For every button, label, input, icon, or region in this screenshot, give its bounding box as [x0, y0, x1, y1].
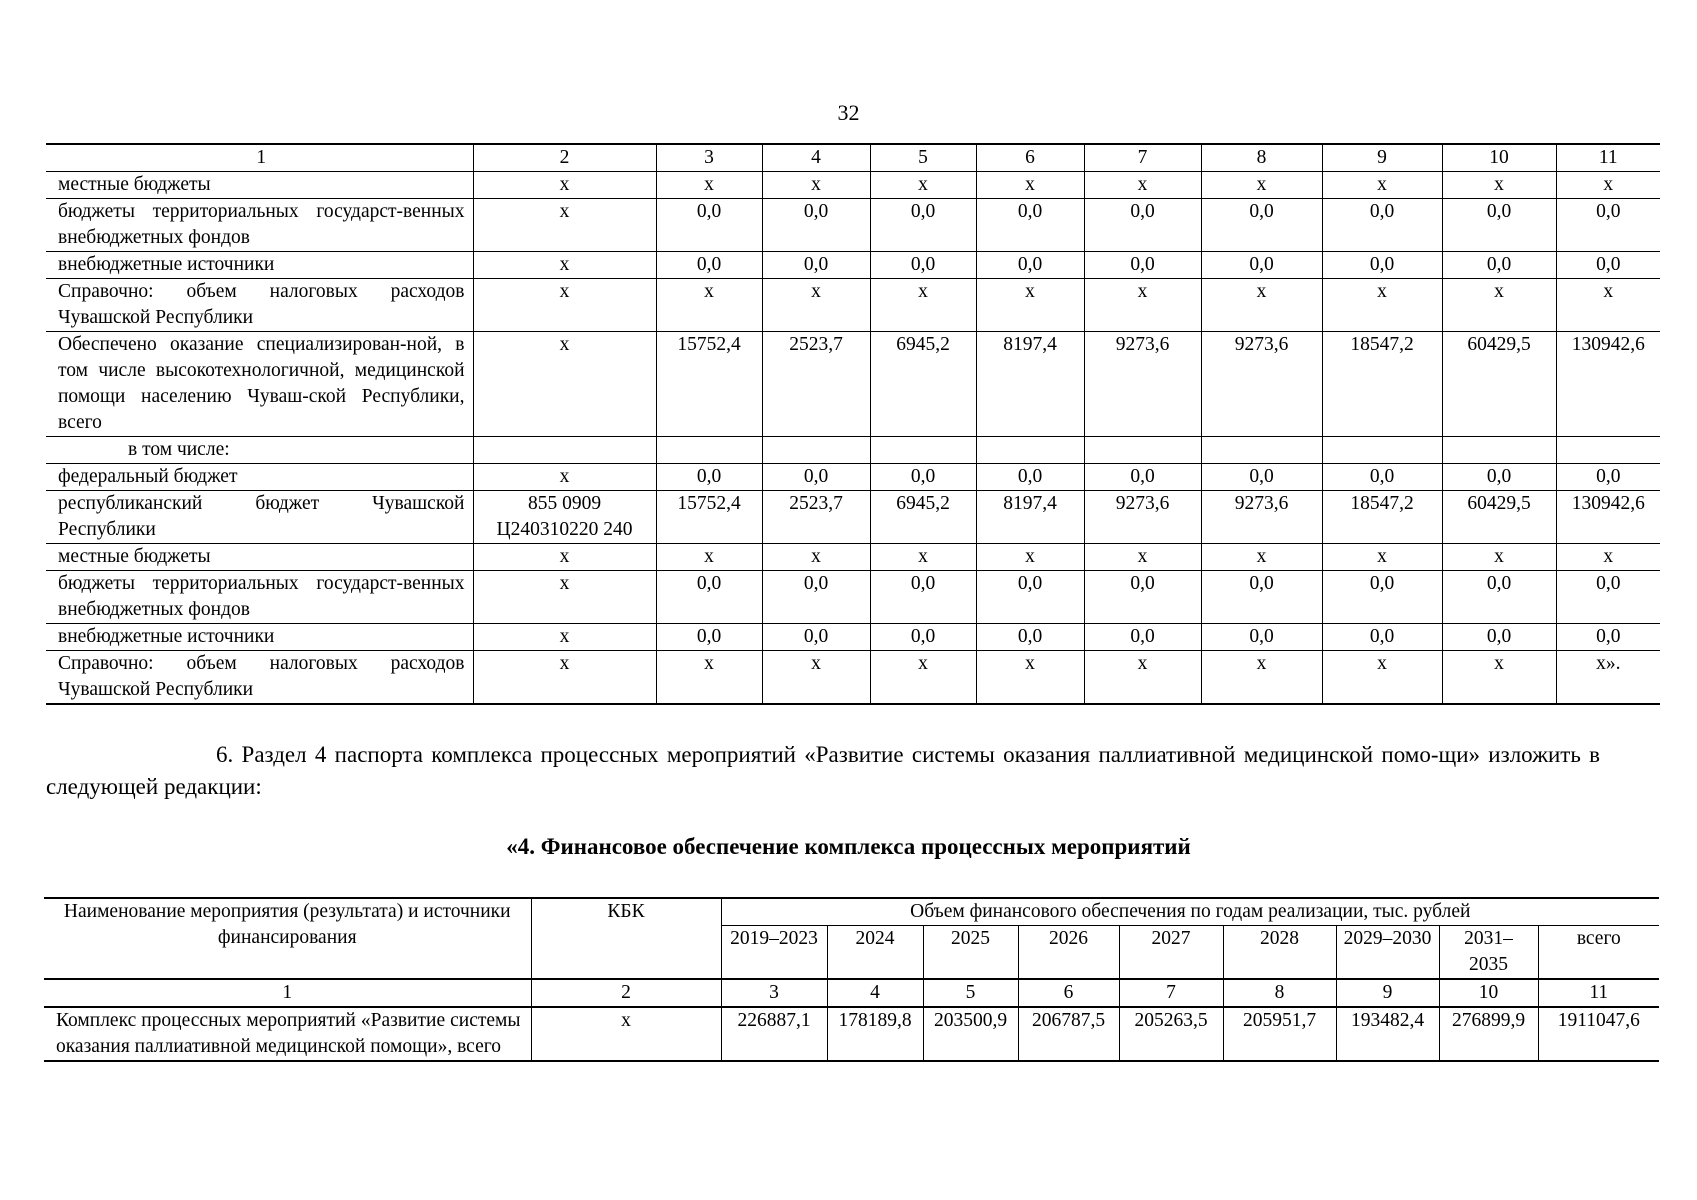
kbk-cell: х	[473, 571, 656, 624]
value-cell: 0,0	[762, 571, 870, 624]
column-number-cell: 4	[827, 979, 923, 1007]
column-number-cell: 2	[531, 979, 721, 1007]
table-row	[46, 571, 1660, 624]
page-number: 32	[837, 100, 860, 125]
row-label-cell: бюджеты территориальных государст-венных внебюджетных фондов	[46, 571, 473, 624]
value-cell: х	[1084, 279, 1201, 332]
value-cell: 0,0	[870, 624, 976, 651]
kbk-cell: х	[473, 624, 656, 651]
value-cell	[1084, 437, 1201, 464]
column-number-cell: 1	[46, 144, 473, 172]
value-cell: х	[1201, 544, 1322, 571]
value-cell: 0,0	[1084, 199, 1201, 252]
value-cell: х	[762, 544, 870, 571]
header-volume-cell: Объем финансового обеспечения по годам реализации, тыс. рублей	[721, 898, 1659, 926]
row-label-cell: местные бюджеты	[46, 172, 473, 199]
value-cell: 205263,5	[1119, 1007, 1223, 1061]
table-row	[46, 464, 1660, 491]
value-cell: х	[1322, 172, 1442, 199]
year-header-cell: всего	[1538, 926, 1659, 980]
value-cell: 0,0	[1201, 624, 1322, 651]
value-cell: 0,0	[656, 624, 762, 651]
value-cell: х	[870, 544, 976, 571]
value-cell: 0,0	[1442, 624, 1556, 651]
column-number-cell: 8	[1201, 144, 1322, 172]
column-number-cell: 7	[1084, 144, 1201, 172]
column-number-cell: 3	[656, 144, 762, 172]
value-cell: 276899,9	[1439, 1007, 1538, 1061]
year-header-cell: 2027	[1119, 926, 1223, 980]
value-cell: 0,0	[1201, 464, 1322, 491]
amendment-paragraph: 6. Раздел 4 паспорта комплекса процессных мероприятий «Развитие системы оказания паллиативной медицинской помо-щи» изложить в следующей редакции:	[46, 742, 1600, 799]
value-cell: 0,0	[762, 624, 870, 651]
table-number-row	[44, 979, 1659, 1007]
value-cell: 0,0	[1442, 252, 1556, 279]
value-cell: х	[1322, 651, 1442, 705]
column-number-cell: 4	[762, 144, 870, 172]
year-header-cell: 2029–2030	[1336, 926, 1439, 980]
value-cell: 0,0	[656, 571, 762, 624]
table-row	[46, 544, 1660, 571]
row-label-cell: бюджеты территориальных государст-венных внебюджетных фондов	[46, 199, 473, 252]
table-row	[46, 199, 1660, 252]
value-cell: х	[976, 651, 1084, 705]
column-number-cell: 1	[44, 979, 531, 1007]
kbk-cell: х	[473, 464, 656, 491]
year-header-cell: 2024	[827, 926, 923, 980]
value-cell: х	[762, 651, 870, 705]
value-cell: 2523,7	[762, 491, 870, 544]
value-cell: 15752,4	[656, 332, 762, 437]
value-cell: 0,0	[976, 252, 1084, 279]
column-number-cell: 10	[1439, 979, 1538, 1007]
year-header-cell: 2019–2023	[721, 926, 827, 980]
value-cell: х	[1322, 279, 1442, 332]
column-number-cell: 6	[1018, 979, 1119, 1007]
value-cell: 2523,7	[762, 332, 870, 437]
value-cell: х	[870, 172, 976, 199]
value-cell: х	[976, 279, 1084, 332]
value-cell: 9273,6	[1084, 491, 1201, 544]
value-cell: 0,0	[762, 252, 870, 279]
value-cell: 0,0	[1556, 624, 1660, 651]
row-label-cell: внебюджетные источники	[46, 624, 473, 651]
value-cell: 8197,4	[976, 491, 1084, 544]
value-cell: 0,0	[1322, 624, 1442, 651]
kbk-cell: 855 0909 Ц240310220 240	[473, 491, 656, 544]
value-cell: х	[1084, 544, 1201, 571]
column-number-cell: 6	[976, 144, 1084, 172]
value-cell: х	[870, 651, 976, 705]
value-cell	[1442, 437, 1556, 464]
value-cell	[1322, 437, 1442, 464]
column-number-cell: 2	[473, 144, 656, 172]
value-cell: 18547,2	[1322, 332, 1442, 437]
kbk-cell: х	[473, 332, 656, 437]
row-label-cell: федеральный бюджет	[46, 464, 473, 491]
value-cell: 9273,6	[1084, 332, 1201, 437]
kbk-cell: х	[473, 252, 656, 279]
value-cell: 0,0	[1201, 199, 1322, 252]
value-cell: 0,0	[1322, 464, 1442, 491]
column-number-cell: 11	[1556, 144, 1660, 172]
value-cell: 0,0	[976, 624, 1084, 651]
value-cell: х	[1201, 279, 1322, 332]
value-cell: х	[1084, 172, 1201, 199]
value-cell	[762, 437, 870, 464]
value-cell: 60429,5	[1442, 332, 1556, 437]
value-cell: 205951,7	[1223, 1007, 1336, 1061]
row-label-cell: Справочно: объем налоговых расходов Чувашской Республики	[46, 651, 473, 705]
value-cell: х	[656, 172, 762, 199]
value-cell: 0,0	[1084, 252, 1201, 279]
kbk-cell: х	[531, 1007, 721, 1061]
kbk-cell: х	[473, 279, 656, 332]
value-cell: х	[1201, 172, 1322, 199]
value-cell: 0,0	[1084, 464, 1201, 491]
table-row	[46, 491, 1660, 544]
value-cell: х	[1084, 651, 1201, 705]
value-cell: х	[1442, 544, 1556, 571]
table-row	[46, 332, 1660, 437]
value-cell: 206787,5	[1018, 1007, 1119, 1061]
value-cell: 226887,1	[721, 1007, 827, 1061]
value-cell: х	[1201, 651, 1322, 705]
value-cell: х	[870, 279, 976, 332]
value-cell: 0,0	[1556, 199, 1660, 252]
kbk-cell: х	[473, 172, 656, 199]
value-cell: х	[1442, 279, 1556, 332]
value-cell: 0,0	[1442, 571, 1556, 624]
value-cell: 193482,4	[1336, 1007, 1439, 1061]
financing-table-continued	[46, 143, 1660, 705]
column-number-cell: 9	[1322, 144, 1442, 172]
table-number-row	[46, 144, 1660, 172]
value-cell: 8197,4	[976, 332, 1084, 437]
table-row	[46, 651, 1660, 705]
value-cell: х	[762, 172, 870, 199]
value-cell: х	[656, 279, 762, 332]
value-cell: 0,0	[1442, 199, 1556, 252]
value-cell: 6945,2	[870, 491, 976, 544]
value-cell: 0,0	[1084, 624, 1201, 651]
table-row	[46, 624, 1660, 651]
row-label-cell: Комплекс процессных мероприятий «Развитие системы оказания паллиативной медицинской помощи», всего	[44, 1007, 531, 1061]
column-number-cell: 5	[923, 979, 1018, 1007]
year-header-cell: 2026	[1018, 926, 1119, 980]
value-cell: 0,0	[656, 464, 762, 491]
column-number-cell: 9	[1336, 979, 1439, 1007]
value-cell: х	[762, 279, 870, 332]
row-label-cell: местные бюджеты	[46, 544, 473, 571]
column-number-cell: 8	[1223, 979, 1336, 1007]
value-cell: 1911047,6	[1538, 1007, 1659, 1061]
section-heading: «4. Финансовое обеспечение комплекса процессных мероприятий	[506, 834, 1191, 859]
value-cell: 9273,6	[1201, 491, 1322, 544]
year-header-cell: 2028	[1223, 926, 1336, 980]
value-cell: х	[976, 544, 1084, 571]
value-cell: 0,0	[1201, 252, 1322, 279]
value-cell: х	[1442, 172, 1556, 199]
value-cell: 0,0	[976, 464, 1084, 491]
value-cell	[1201, 437, 1322, 464]
header-kbk-cell: КБК	[531, 898, 721, 979]
value-cell	[1556, 437, 1660, 464]
value-cell: 0,0	[1556, 571, 1660, 624]
value-cell: 0,0	[656, 199, 762, 252]
value-cell: 0,0	[870, 199, 976, 252]
column-number-cell: 11	[1538, 979, 1659, 1007]
value-cell: 0,0	[976, 199, 1084, 252]
value-cell: 0,0	[1201, 571, 1322, 624]
value-cell: 0,0	[762, 464, 870, 491]
column-number-cell: 7	[1119, 979, 1223, 1007]
value-cell: 0,0	[1322, 252, 1442, 279]
value-cell: 0,0	[870, 252, 976, 279]
value-cell: 18547,2	[1322, 491, 1442, 544]
kbk-cell	[473, 437, 656, 464]
value-cell	[656, 437, 762, 464]
row-label-cell: внебюджетные источники	[46, 252, 473, 279]
value-cell	[976, 437, 1084, 464]
table-row	[46, 279, 1660, 332]
column-number-cell: 5	[870, 144, 976, 172]
value-cell: 0,0	[870, 464, 976, 491]
value-cell: х	[1556, 279, 1660, 332]
value-cell: х	[1556, 544, 1660, 571]
row-label-cell: республиканский бюджет Чувашской Республики	[46, 491, 473, 544]
table-row	[46, 252, 1660, 279]
row-label-cell: Справочно: объем налоговых расходов Чувашской Республики	[46, 279, 473, 332]
value-cell: 0,0	[1556, 464, 1660, 491]
header-name-cell: Наименование мероприятия (результата) и источники финансирования	[44, 898, 531, 979]
year-header-cell: 2031–2035	[1439, 926, 1538, 980]
row-label-cell: в том числе:	[46, 437, 473, 464]
kbk-cell: х	[473, 544, 656, 571]
value-cell: х	[1442, 651, 1556, 705]
kbk-cell: х	[473, 199, 656, 252]
value-cell: 203500,9	[923, 1007, 1018, 1061]
value-cell: х	[976, 172, 1084, 199]
value-cell: 0,0	[870, 571, 976, 624]
value-cell: 0,0	[1084, 571, 1201, 624]
value-cell	[870, 437, 976, 464]
value-cell: 130942,6	[1556, 491, 1660, 544]
table-row	[44, 1007, 1659, 1061]
value-cell: х	[656, 544, 762, 571]
table-header-row	[44, 898, 1659, 926]
value-cell: 0,0	[656, 252, 762, 279]
value-cell: 60429,5	[1442, 491, 1556, 544]
value-cell: 9273,6	[1201, 332, 1322, 437]
table-row	[46, 437, 1660, 464]
column-number-cell: 10	[1442, 144, 1556, 172]
value-cell: 0,0	[762, 199, 870, 252]
financing-table-palliative	[44, 897, 1659, 1062]
row-label-cell: Обеспечено оказание специализирован-ной, в том числе высокотехнологичной, медицинской помощи населению Чуваш-ской Республики, всего	[46, 332, 473, 437]
value-cell: 0,0	[1322, 199, 1442, 252]
value-cell: 0,0	[1322, 571, 1442, 624]
value-cell: 178189,8	[827, 1007, 923, 1061]
value-cell: х	[1556, 172, 1660, 199]
table-row	[46, 172, 1660, 199]
value-cell: 0,0	[1442, 464, 1556, 491]
column-number-cell: 3	[721, 979, 827, 1007]
value-cell: 0,0	[976, 571, 1084, 624]
year-header-cell: 2025	[923, 926, 1018, 980]
value-cell: 130942,6	[1556, 332, 1660, 437]
value-cell: х	[656, 651, 762, 705]
kbk-cell: х	[473, 651, 656, 705]
value-cell: 15752,4	[656, 491, 762, 544]
value-cell: х	[1322, 544, 1442, 571]
value-cell: х».	[1556, 651, 1660, 705]
value-cell: 6945,2	[870, 332, 976, 437]
value-cell: 0,0	[1556, 252, 1660, 279]
